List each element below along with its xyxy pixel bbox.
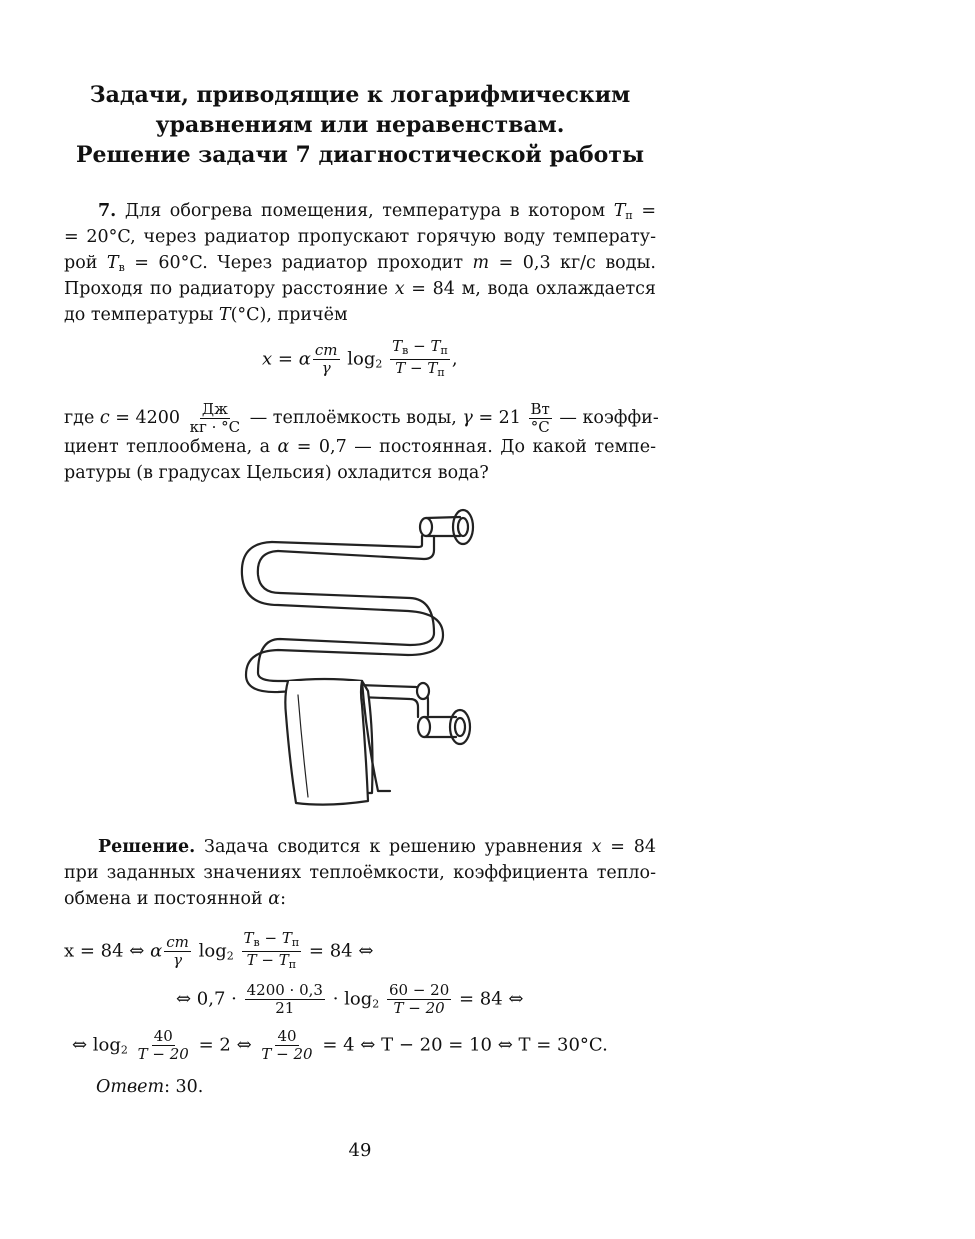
problem-line-9: ратуры (в градусах Цельсия) охладится вода? <box>64 463 489 483</box>
problem-line-8: циент теплообмена, а α = 0,7 — постоянная. До какой темпе- <box>64 437 656 457</box>
solution-equation-3: ⇔ $\log_2$ $\frac{40}{T - 20}$ = 2 ⇔ $\frac{40}{T - 20}$ = 4 ⇔ T − 20 = 10 ⇔ T = 30°C. <box>72 1027 608 1063</box>
answer <box>96 1074 688 1100</box>
solution-equation-1: x = 84 ⇔ α $\frac{cm}{\gamma}$ $\log_2$ $\frac{T_в - T_п}{T - T_п}$ = 84 ⇔ <box>64 929 374 971</box>
problem-line-4: Проходя по радиатору расстояние x = 84 м, вода охлаждается <box>64 279 656 299</box>
lower-wall-bracket <box>418 710 470 744</box>
solution-label: Решение. <box>98 837 196 857</box>
problem-number: 7. <box>98 201 117 221</box>
fraction-temperature-ratio: $\frac{T_в - T_п}{T - T_п}$ <box>392 337 448 379</box>
radiator-serpentine-pipe <box>242 542 443 692</box>
unit-watt-per-degree: $\frac{Вт}{^\circ C}$ <box>530 400 550 436</box>
solution-line-3: обмена и постоянной α: <box>64 889 287 909</box>
problem-line-3: рой $T_в = 60^\circ C$. Через радиатор проходит m = 0,3 кг/с воды. <box>64 253 656 274</box>
towel-radiator-illustration <box>238 505 483 810</box>
problem-line-7: где c = 4200 $\frac{Дж}{кг \cdot ^\circ C}$ — теплоёмкость воды, γ = 21 $\frac{Вт}{^\circ C}$ — коэффи- <box>64 400 659 436</box>
problem-formula: x = α $\frac{cm}{\gamma}$ $\log_2$ $\frac{T_в - T_п}{T - T_п}$ , <box>262 337 458 379</box>
section-heading-line-3: Решение задачи 7 диагностической работы <box>75 142 645 168</box>
problem-line-5: до температуры T(°C), причём <box>64 305 348 325</box>
section-heading-line-1: Задачи, приводящие к логарифмическим <box>89 82 631 108</box>
unit-joule-per-kg-degree: $\frac{Дж}{кг \cdot ^\circ C}$ <box>189 400 241 436</box>
answer-label: Ответ <box>96 1077 165 1097</box>
solution-line-1: Решение. Задача сводится к решению уравнения x = 84 <box>98 837 656 857</box>
upper-wall-bracket <box>420 510 473 544</box>
answer-value: : 30. <box>164 1077 204 1097</box>
solution-equation-2: ⇔ 0,7 · $\frac{4200 \cdot 0,3}{21}$ · $\log_2$ $\frac{60 - 20}{T - 20}$ = 84 ⇔ <box>176 981 524 1017</box>
solution-line-2: при заданных значениях теплоёмкости, коэффициента тепло- <box>64 863 656 883</box>
problem-line-2: = 20°C, через радиатор пропускают горячую воду температу- <box>64 227 656 247</box>
page-number: 49 <box>348 1140 372 1161</box>
problem-line-1: 7. Для обогрева помещения, температура в котором $T_п$ = <box>98 201 656 222</box>
section-heading-line-2: уравнениям или неравенствам. <box>155 112 565 138</box>
fraction-cm-over-gamma: $\frac{cm}{\gamma}$ <box>314 341 338 377</box>
